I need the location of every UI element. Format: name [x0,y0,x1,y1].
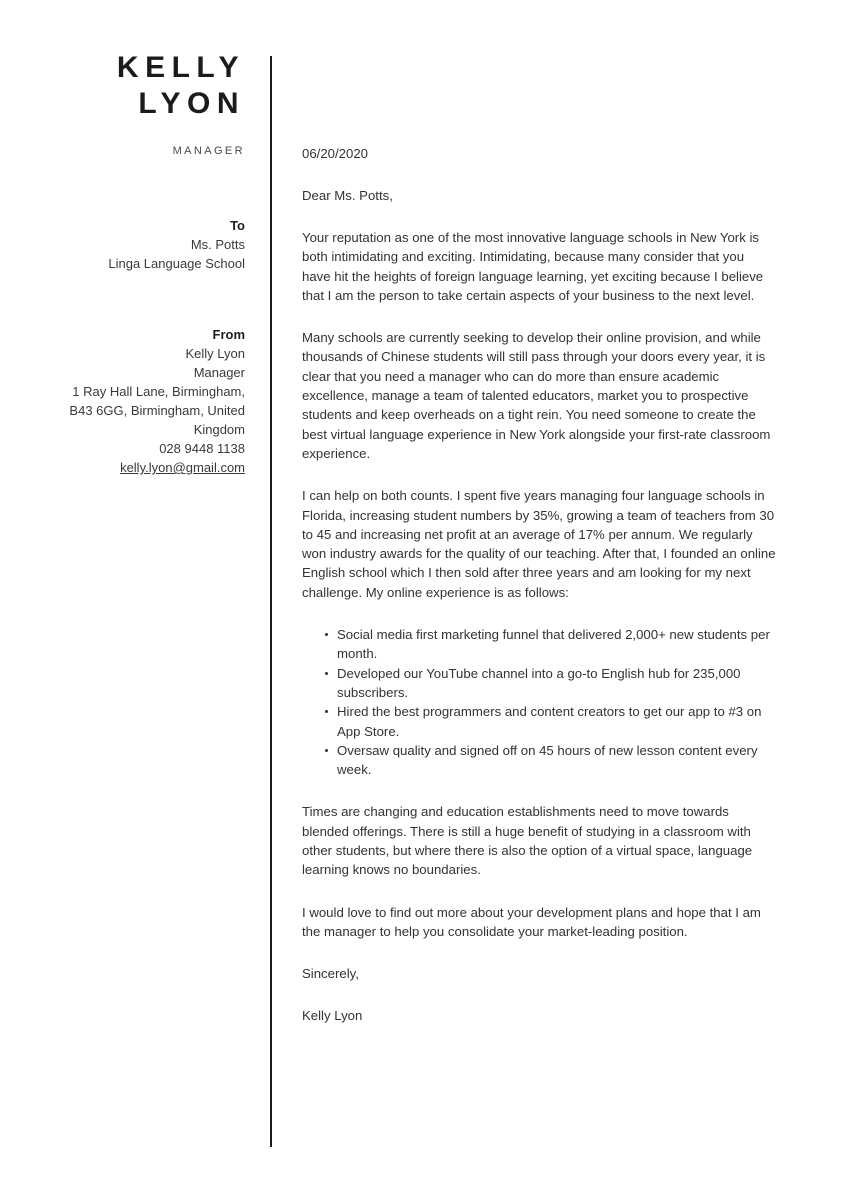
sender-block [0,325,245,477]
list-item: Social media first marketing funnel that delivered 2,000+ new students per month. [302,625,776,664]
letter-paragraph: I would love to find out more about your development plans and hope that I am the manager to help you consolidate your market-leading position. [302,904,761,939]
sender-name: Kelly Lyon [185,346,245,361]
applicant-name [0,50,245,122]
recipient-heading: To [230,218,245,233]
sender-email-link[interactable]: kelly.lyon@gmail.com [120,460,245,475]
recipient-name: Ms. Potts [190,237,245,252]
letter-paragraph: Times are changing and education establishments need to move towards blended offerings. There is still a huge benefit of studying in a classroom with other students, but where there is also the option of a virtual space, language learning knows no boundaries. [302,804,753,878]
sender-role: Manager [193,365,245,380]
sender-phone: 028 9448 1138 [159,441,245,456]
letter-salutation: Dear Ms. Potts, [302,188,393,203]
list-item: Hired the best programmers and content creators to get our app to #3 on App Store. [302,702,776,741]
letter-paragraph: I can help on both counts. I spent five years managing four language schools in Florida, increasing student numbers by 35%, growing a team of teachers from 30 to 45 and increasing net profit at an average of 17% per annum. We regularly won industry awards for the quality of our teaching. After that, I founded an online English school which I then sold after three years and am looking for my next challenge. My online experience is as follows: [302,488,776,600]
sender-address-line-1: 1 Ray Hall Lane, Birmingham, [72,384,245,399]
name-line-first: KELLY [116,51,245,84]
recipient-organization: Linga Language School [108,256,245,271]
recipient-block [0,216,245,273]
achievements-list [302,625,776,779]
job-title: MANAGER [172,145,245,157]
letter-date: 06/20/2020 [302,146,369,161]
list-item: Oversaw quality and signed off on 45 hours of new lesson content every week. [302,741,776,780]
letter-body [302,144,776,1025]
sidebar [0,0,245,1204]
list-item: Developed our YouTube channel into a go-to English hub for 235,000 subscribers. [302,664,776,703]
sender-address-line-3: Kingdom [193,422,245,437]
letter-closing: Sincerely, [302,966,359,982]
sender-heading: From [212,327,245,342]
name-line-last: LYON [138,87,245,120]
letter-paragraph: Many schools are currently seeking to develop their online provision, and while thousands of Chinese students will still pass through your doors every year, it is clear that you need a manager who can do more than ensure academic excellence, manage a team of talented educators, market you to prospective students and keep overheads on a tight rein. You need someone to create the best virtual language experience in New York alongside your first-rate classroom experience. [302,330,771,461]
sender-address-line-2: B43 6GG, Birmingham, United [69,403,245,418]
vertical-divider [270,56,272,1147]
letter-signature: Kelly Lyon [302,1008,363,1024]
letter-paragraph: Your reputation as one of the most innovative language schools in New York is both intimidating and exciting. Intimidating, because many consider that you have hit the heights of foreign language learning, yet exciting because I believe that I am the person to take certain aspects of your business to the next level. [302,230,764,303]
